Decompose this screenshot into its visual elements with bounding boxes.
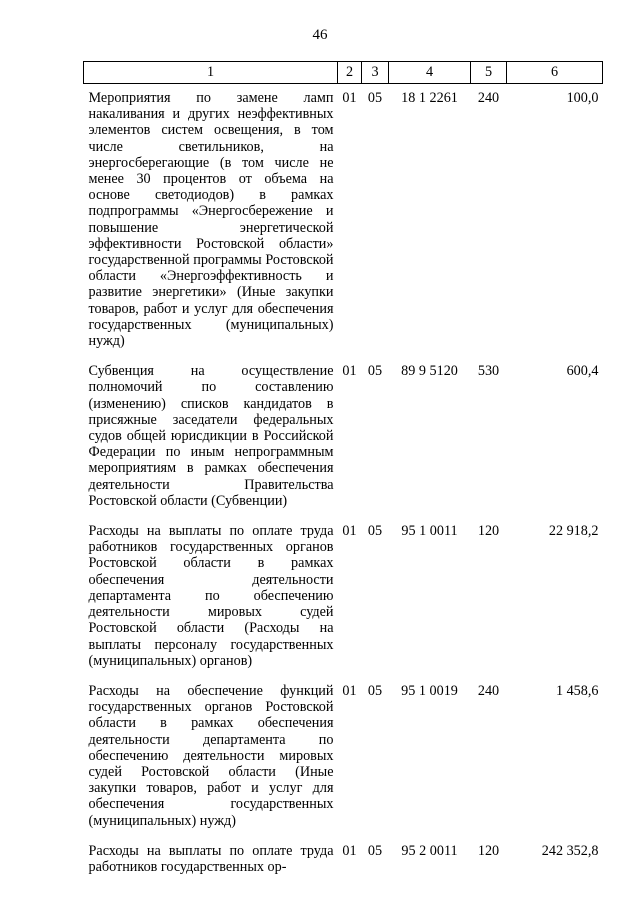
table-row [84,357,603,517]
row-target-article: 95 2 0011 [401,842,458,859]
header-col-4: 4 [389,62,471,84]
row-subsection: 05 [367,523,383,540]
header-col-6: 6 [507,62,603,84]
row-amount: 22 918,2 [548,523,599,540]
row-target-article: 18 1 2261 [401,90,458,106]
page-number: 46 [312,27,328,43]
row-section: 01 [342,363,357,380]
row-description: Расходы на обеспечение функций государственных органов Ростовской области в рамках обеспечения деятельности департамента по обеспечению деятельности мировых судей Ростовской области (Иные закупки товаров, работ и услуг для обеспечения государственных (муниципальных) нужд) [88,682,334,829]
row-subsection: 05 [367,363,383,380]
row-description: Субвенция на осуществление полномочий по составлению (изменению) списков кандидатов в присяжные заседатели федеральных судов общей юрисдикции в Российской Федерации по иным непрограммным мероприятиям в рамках обеспечения деятельности Правительства Ростовской области (Субвенции) [88,363,334,509]
row-amount: 242 352,8 [541,842,599,859]
header-row [84,62,603,84]
table-row [84,837,603,883]
row-description: Расходы на выплаты по оплате труда работников государственных органов Ростовской области в рамках обеспечения деятельности департамента по обеспечению деятельности мировых судей Ростовской области (Расходы на выплаты персоналу государственных (муниципальных) органов) [88,523,334,669]
header-col-1: 1 [84,62,338,84]
row-description: Мероприятия по замене ламп накаливания и других неэффективных элементов систем освещения, в том числе светильников, на энергосберегающие (в том числе не менее 30 процентов от объема на основе светодиодов) в рамках подпрограммы «Энергосбережение и повышение энергетической эффективности Ростовской области» государственной программы Ростовской области «Энергоэффективность и развитие энергетики» (Иные закупки товаров, работ и услуг для обеспечения государственных (муниципальных) нужд) [88,90,334,350]
row-section: 01 [342,90,357,106]
row-expense-type: 120 [477,842,500,859]
row-target-article: 89 9 5120 [401,363,458,380]
header-col-3: 3 [362,62,389,84]
row-target-article: 95 1 0019 [401,682,458,699]
table-row [84,677,603,837]
row-expense-type: 240 [477,90,500,106]
budget-table [83,61,603,883]
row-section: 01 [342,682,357,699]
row-subsection: 05 [367,682,383,699]
header-col-2: 2 [338,62,362,84]
row-description: Расходы на выплаты по оплате труда работников государственных ор- [88,842,334,875]
table-row [84,84,603,358]
row-section: 01 [342,842,357,859]
row-subsection: 05 [367,90,383,106]
table-row [84,517,603,677]
row-target-article: 95 1 0011 [401,523,458,540]
header-col-5: 5 [471,62,507,84]
row-amount: 600,4 [566,363,599,380]
row-amount: 100,0 [566,90,599,106]
row-expense-type: 530 [477,363,500,380]
row-amount: 1 458,6 [555,682,599,699]
row-section: 01 [342,523,357,540]
row-expense-type: 240 [477,682,500,699]
row-expense-type: 120 [477,523,500,540]
row-subsection: 05 [367,842,383,859]
